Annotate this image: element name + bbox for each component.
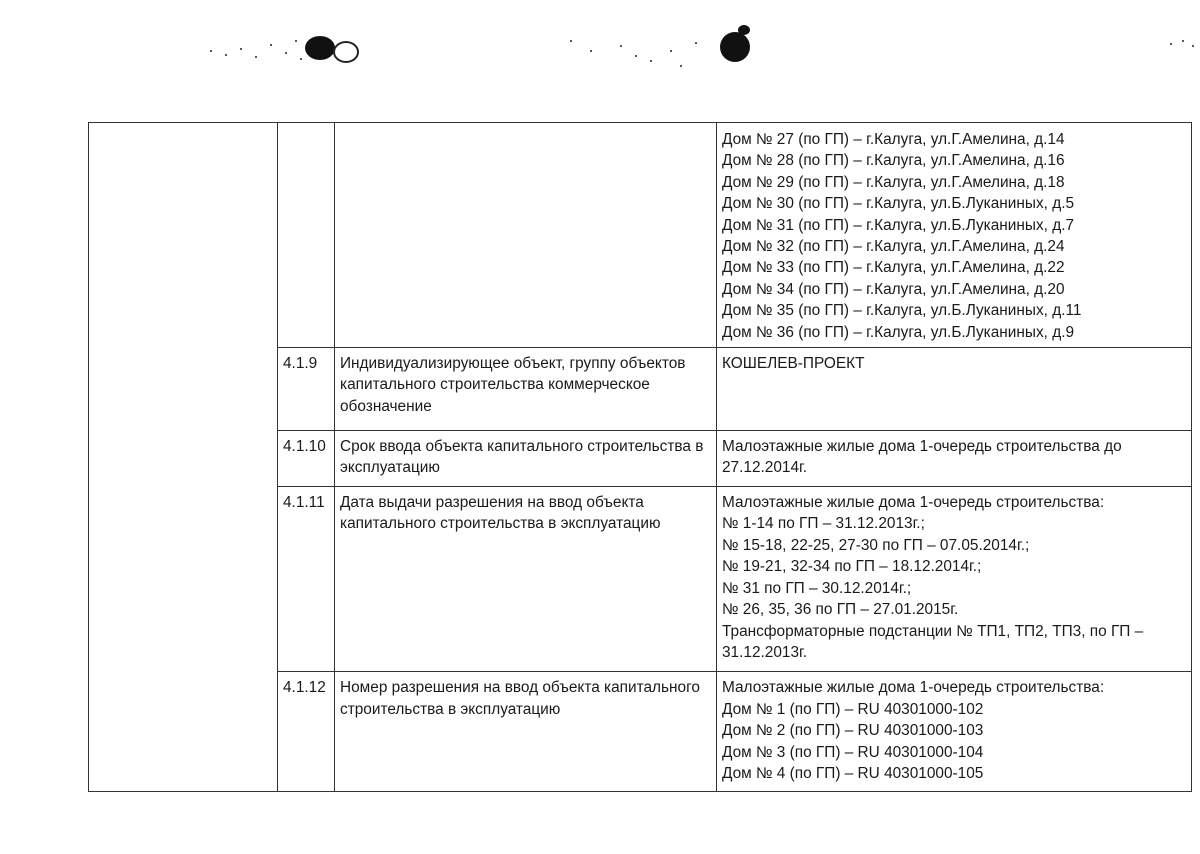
value-line: 27.12.2014г.: [722, 459, 808, 477]
num-cell: [278, 123, 335, 348]
row-value: [717, 672, 1192, 792]
speckles-left: [200, 30, 320, 70]
row-label-text: Срок ввода объекта капитального строительства в эксплуатацию: [340, 438, 704, 477]
address-line: Дом № 27 (по ГП) – г.Калуга, ул.Г.Амелина, д.14: [722, 131, 1065, 148]
left-blank-cell: [89, 123, 278, 792]
address-line: Дом № 28 (по ГП) – г.Калуга, ул.Г.Амелина, д.16: [722, 152, 1065, 170]
value-line: 31.12.2013г.: [722, 643, 808, 661]
info-table: [88, 122, 1192, 792]
value-line: № 31 по ГП – 30.12.2014г.;: [722, 579, 912, 597]
address-line: Дом № 34 (по ГП) – г.Калуга, ул.Г.Амелина, д.20: [722, 280, 1065, 298]
row-number: 4.1.11: [278, 487, 335, 672]
value-line: № 19-21, 32-34 по ГП – 18.12.2014г.;: [722, 558, 982, 576]
value-line: КОШЕЛЕВ-ПРОЕКТ: [722, 355, 865, 373]
value-line: № 15-18, 22-25, 27-30 по ГП – 07.05.2014г.;: [722, 536, 1030, 554]
row-label-text: Индивидуализирующее объект, группу объектов капитального строительства коммерческое обозначение: [340, 355, 686, 415]
value-line: Малоэтажные жилые дома 1-очередь строительства до: [722, 438, 1122, 456]
row-label-text: Номер разрешения на ввод объекта капитального строительства в эксплуатацию: [340, 679, 700, 718]
row-value: [717, 348, 1192, 431]
row-label: [335, 672, 717, 792]
value-line: Дом № 3 (по ГП) – RU 40301000-104: [722, 743, 984, 761]
value-line: Дом № 2 (по ГП) – RU 40301000-103: [722, 722, 984, 740]
value-line: Малоэтажные жилые дома 1-очередь строительства:: [722, 679, 1105, 697]
row-number: 4.1.12: [278, 672, 335, 792]
value-line: Трансформаторные подстанции № ТП1, ТП2, ТП3, по ГП –: [722, 622, 1144, 640]
value-line: Малоэтажные жилые дома 1-очередь строительства:: [722, 494, 1105, 512]
value-cell: [717, 123, 1192, 348]
row-value: [717, 487, 1192, 672]
value-line: Дом № 1 (по ГП) – RU 40301000-102: [722, 700, 984, 718]
speckles-right: [1150, 35, 1200, 55]
address-line: Дом № 29 (по ГП) – г.Калуга, ул.Г.Амелина, д.18: [722, 173, 1065, 191]
address-line: Дом № 35 (по ГП) – г.Калуга, ул.Б.Луканиных, д.11: [722, 302, 1082, 320]
label-cell: [335, 123, 717, 348]
row-label: [335, 348, 717, 431]
row-number: 4.1.10: [278, 431, 335, 487]
address-line: Дом № 31 (по ГП) – г.Калуга, ул.Б.Луканиных, д.7: [722, 216, 1075, 234]
row-label: [335, 431, 717, 487]
table-row-continuation: [89, 123, 1192, 348]
row-value: [717, 431, 1192, 487]
ink-ring-left: [333, 41, 359, 63]
row-number: 4.1.9: [278, 348, 335, 431]
address-line: Дом № 30 (по ГП) – г.Калуга, ул.Б.Луканиных, д.5: [722, 195, 1075, 213]
address-line: Дом № 36 (по ГП) – г.Калуга, ул.Б.Луканиных, д.9: [722, 323, 1075, 341]
row-label-text: Дата выдачи разрешения на ввод объекта капитального строительства в эксплуатацию: [340, 494, 661, 533]
ink-blot-center-small: [738, 25, 750, 35]
row-label: [335, 487, 717, 672]
value-line: Дом № 4 (по ГП) – RU 40301000-105: [722, 764, 984, 782]
value-line: № 26, 35, 36 по ГП – 27.01.2015г.: [722, 601, 959, 619]
address-line: Дом № 32 (по ГП) – г.Калуга, ул.Г.Амелина, д.24: [722, 238, 1065, 256]
address-line: Дом № 33 (по ГП) – г.Калуга, ул.Г.Амелина, д.22: [722, 259, 1065, 277]
speckles-center: [560, 30, 710, 80]
ink-blot-center: [720, 32, 750, 62]
value-line: № 1-14 по ГП – 31.12.2013г.;: [722, 515, 925, 533]
